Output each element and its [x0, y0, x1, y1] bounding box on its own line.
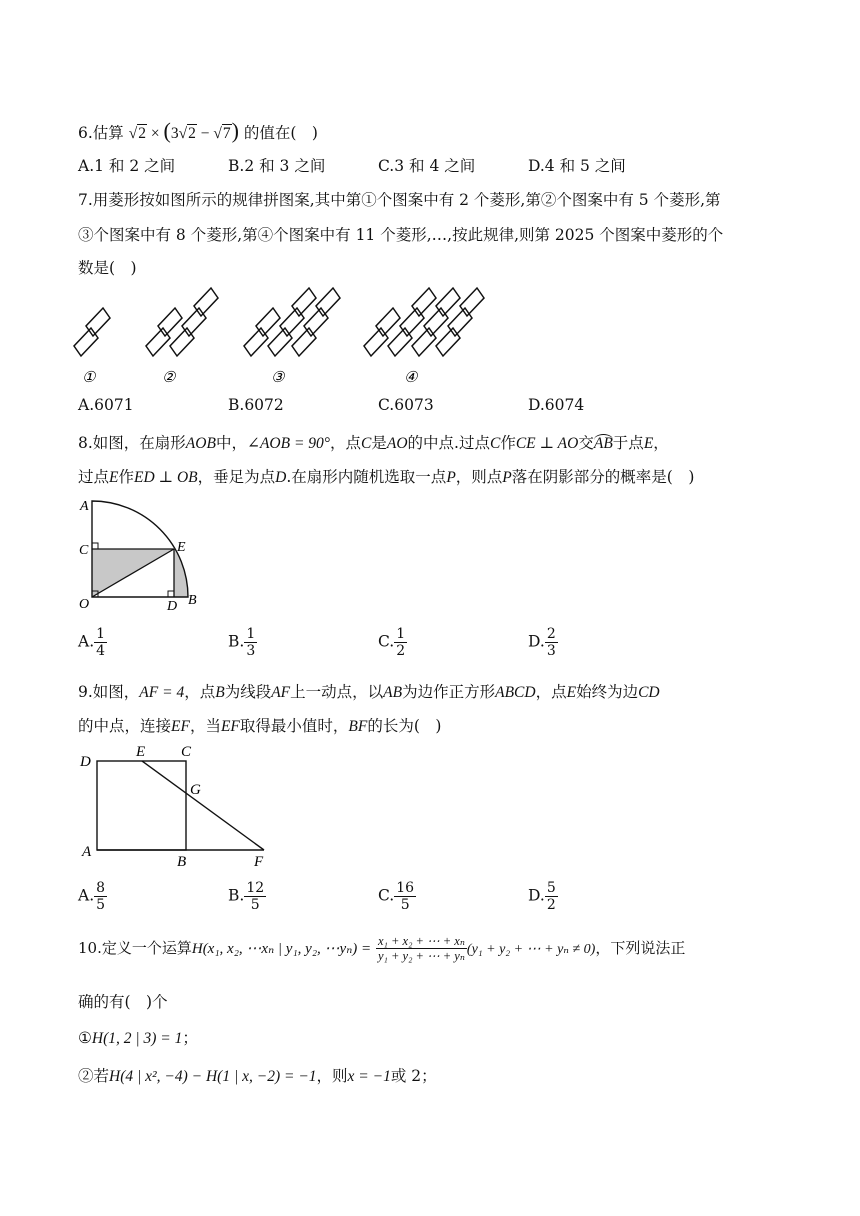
q7-stem-line1: 7.用菱形按如图所示的规律拼图案,其中第①个图案中有 2 个菱形,第②个图案中有 5 个菱形,第 [78, 191, 721, 209]
q6-option-c[interactable]: C.3 和 4 之间 [378, 157, 476, 175]
rhombus [424, 308, 448, 336]
rhombus [460, 288, 484, 316]
rhombus [158, 308, 182, 336]
q6-stem: 6.估算 √2 × (3√2 − √7) 的值在( ) [78, 118, 318, 143]
q7-label-4: ④ [404, 370, 418, 386]
q6-option-d[interactable]: D.4 和 5 之间 [528, 157, 626, 175]
rhombus [86, 308, 110, 336]
q8-label-a: A [80, 499, 89, 514]
rhombus [268, 328, 292, 356]
q8-sector-figure [74, 496, 214, 616]
q9-label-d: D [80, 754, 91, 770]
q9-stem-line2: 的中点，连接EF，当EF取得最小值时，BF的长为( ) [78, 717, 442, 735]
rhombus [280, 308, 304, 336]
q7-option-c[interactable]: C.6073 [378, 396, 434, 414]
rhombus [292, 328, 316, 356]
q8-option-c[interactable]: C. $\frac{1}{2}$ [378, 626, 406, 660]
rhombus [364, 328, 388, 356]
q9-label-g: G [190, 782, 201, 798]
q9-option-d[interactable]: D. $\frac{5}{2}$ [528, 880, 556, 914]
rhombus [436, 328, 460, 356]
rhombus [400, 308, 424, 336]
q10-definition-lhs: H(x₁, x₂, ⋯xₙ | y₁, y₂, ⋯yₙ) = [191, 940, 372, 957]
q8-stem-line2: 过点E作ED ⊥ OB，垂足为点D.在扇形内随机选取一点P，则点P落在阴影部分的概率是( ) [78, 468, 695, 486]
q6-expression: √2 × (3√2 − √7) [128, 118, 239, 143]
q7-stem-line3: 数是( ) [78, 259, 137, 277]
q8-label-e: E [177, 540, 186, 555]
q9-square-figure [76, 740, 276, 870]
q10-item-1: ①H(1, 2 | 3) = 1； [78, 1029, 198, 1047]
q7-rhombus-figure [70, 284, 500, 389]
q10-stem-line1: 10.定义一个运算H(x₁, x₂, ⋯xₙ | y₁, y₂, ⋯yₙ) = $\frac{\text{x₁ + x₂ + ⋯ + xₙ}}{\text{y₁ + y₂ + ⋯ + yₙ}}$ (y₁ + y₂ + ⋯ + yₙ ≠ 0)，下列说法正 [78, 934, 686, 964]
q7-option-b[interactable]: B.6072 [228, 396, 284, 414]
rhombus [194, 288, 218, 316]
rhombus [304, 308, 328, 336]
q8-option-b[interactable]: B. $\frac{1}{3}$ [228, 626, 256, 660]
q9-stem-line1: 9.如图，AF = 4，点B为线段AF上一动点，以AB为边作正方形ABCD，点E始终为边CD [78, 683, 660, 701]
q8-option-d[interactable]: D. $\frac{2}{3}$ [528, 626, 556, 660]
q10-definition-fraction: $\frac{\text{x₁ + x₂ + ⋯ + xₙ}}{\text{y₁ + y₂ + ⋯ + yₙ}}$ [377, 934, 465, 964]
q8-stem-line1: 8.如图，在扇形AOB中，∠AOB = 90°，点C是AO的中点.过点C作CE ⊥ AO交AB于点E， [78, 434, 669, 452]
q10-item-2: ②若H(4 | x², −4) − H(1 | x, −2) = −1，则x = −1或 2； [78, 1067, 437, 1085]
q7-stem-line2: ③个图案中有 8 个菱形,第④个图案中有 11 个菱形,…,按此规律,则第 2025 个图案中菱形的个 [78, 226, 724, 244]
rhombus [388, 328, 412, 356]
q8-option-a[interactable]: A. $\frac{1}{4}$ [78, 626, 106, 660]
q6-option-a[interactable]: A.1 和 2 之间 [78, 157, 176, 175]
rhombus [292, 288, 316, 316]
q7-label-1: ① [82, 370, 96, 386]
rhombus [436, 288, 460, 316]
q8-label-o: O [79, 597, 90, 612]
rhombus [376, 308, 400, 336]
rhombus [256, 308, 280, 336]
q9-label-f: F [254, 854, 264, 870]
q9-label-b: B [177, 854, 187, 870]
rhombus [146, 328, 170, 356]
q8-label-d: D [167, 599, 178, 614]
rhombus [316, 288, 340, 316]
q9-option-c[interactable]: C. $\frac{16}{5}$ [378, 880, 415, 914]
q8-label-c: C [79, 543, 89, 558]
q9-option-a[interactable]: A. $\frac{8}{5}$ [78, 880, 106, 914]
q8-label-b: B [188, 593, 197, 608]
rhombus [182, 308, 206, 336]
q9-label-e: E [136, 744, 146, 760]
q9-label-a: A [82, 844, 92, 860]
q8-shaded-sliver [174, 549, 188, 597]
rhombus [412, 328, 436, 356]
rhombus [412, 288, 436, 316]
rhombus [448, 308, 472, 336]
rhombus [244, 328, 268, 356]
q6-option-b[interactable]: B.2 和 3 之间 [228, 157, 326, 175]
q7-label-3: ③ [271, 370, 285, 386]
q7-label-2: ② [162, 370, 176, 386]
rhombus [170, 328, 194, 356]
q10-stem-line2: 确的有( )个 [78, 993, 168, 1011]
q7-option-d[interactable]: D.6074 [528, 396, 585, 414]
q9-label-c: C [181, 744, 192, 760]
rhombus [74, 328, 98, 356]
q7-option-a[interactable]: A.6071 [78, 396, 134, 414]
q9-option-b[interactable]: B. $\frac{12}{5}$ [228, 880, 265, 914]
